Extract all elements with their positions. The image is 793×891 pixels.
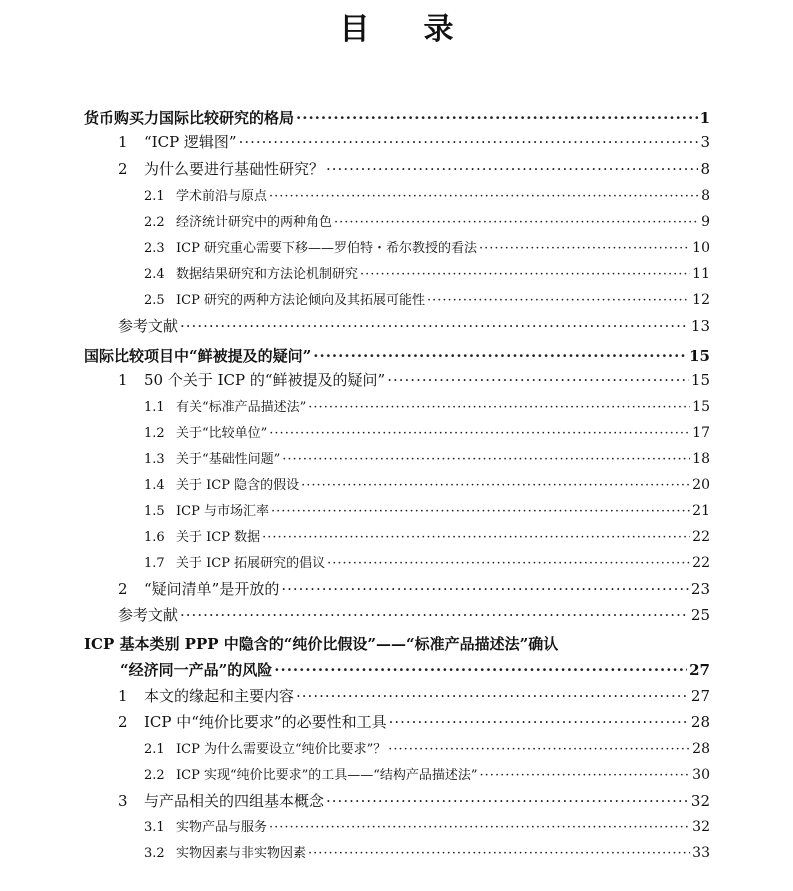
toc-entry-title: [118, 578, 279, 599]
toc-entry-number: 1: [118, 687, 128, 705]
toc-section-title-line: ICP 基本类别 PPP 中隐含的“纯价比假设”——“标准产品描述法”确认: [84, 635, 559, 653]
dot-leader: [296, 109, 698, 127]
toc-page-number: 8: [700, 160, 710, 178]
dot-leader: [360, 267, 690, 282]
toc-subsection[interactable]: [144, 816, 710, 835]
toc-entry-title: [144, 474, 299, 493]
toc-subsection[interactable]: [144, 500, 710, 519]
dot-leader: [327, 556, 690, 571]
dot-leader: [296, 687, 689, 705]
toc-subsection[interactable]: [144, 764, 710, 783]
toc-entry-number: 1.1: [144, 400, 165, 415]
toc-section[interactable]: [118, 158, 710, 179]
dot-leader: [281, 580, 689, 598]
title-char-1: 目: [339, 12, 370, 47]
toc-entry-number: 2.5: [144, 293, 165, 308]
toc-entry-title: [118, 685, 294, 706]
toc-section[interactable]: [118, 369, 710, 390]
toc-page-number: 3: [700, 133, 710, 151]
toc-section[interactable]: [118, 790, 710, 811]
toc-subsection[interactable]: [144, 842, 710, 861]
toc-entry-number: 1.6: [144, 530, 165, 545]
toc-page-number: 8: [701, 188, 710, 204]
toc-entry-title: [144, 738, 386, 757]
toc-page-number: 15: [692, 399, 710, 415]
toc-entry-text: 有关“标准产品描述法”: [176, 400, 307, 415]
toc-entry-number: 2: [118, 580, 128, 598]
toc-entry-title: [144, 396, 306, 415]
toc-entry-title: [118, 131, 237, 152]
toc-entry-title: [144, 211, 332, 230]
dot-leader: [308, 846, 690, 861]
toc-entry-text: 数据结果研究和方法论机制研究: [176, 267, 359, 282]
toc-entry-text: 实物因素与非实物因素: [176, 846, 307, 861]
toc-entry-title: [144, 816, 267, 835]
toc-entry-number: 1.2: [144, 426, 165, 441]
toc-entry-title: [118, 790, 324, 811]
toc-entry-text: ICP 研究重心需要下移——罗伯特・希尔教授的看法: [176, 241, 477, 256]
dot-leader: [313, 347, 687, 365]
toc-entry-number: 3: [118, 792, 128, 810]
toc-page-number: 12: [692, 292, 710, 308]
toc-entry-text: 关于 ICP 拓展研究的倡议: [176, 556, 326, 571]
toc-page-number: 9: [701, 214, 710, 230]
toc-entry-number: 2.2: [144, 768, 165, 783]
toc-entry-number: 1: [118, 133, 128, 151]
toc-entry-title: [120, 659, 272, 680]
toc-page-number: 28: [692, 741, 710, 757]
toc-entry-text: 参考文献: [118, 606, 179, 624]
toc-entry-number: 2: [118, 713, 128, 731]
toc-entry-number: 3.2: [144, 846, 165, 861]
toc-chapter[interactable]: [84, 345, 710, 366]
toc-entry-title: [144, 842, 306, 861]
toc-subsection[interactable]: [144, 552, 710, 571]
toc-entry-text: ICP 为什么需要设立“纯价比要求”？: [176, 742, 387, 757]
toc-entry-title: [118, 604, 178, 625]
dot-leader: [387, 371, 689, 389]
toc-entry-title: [84, 107, 294, 128]
dot-leader: [269, 426, 690, 441]
title-char-2: 录: [423, 12, 454, 47]
toc-entry-text: 学术前沿与原点: [176, 189, 268, 204]
dot-leader: [274, 661, 687, 679]
dot-leader: [427, 293, 690, 308]
toc-entry-title: [144, 289, 425, 308]
toc-entry-text: 货币购买力国际比较研究的格局: [84, 109, 295, 127]
toc-subsection[interactable]: [144, 396, 710, 415]
toc-entry-number: 2.1: [144, 742, 165, 757]
toc-entry-title: [144, 526, 260, 545]
toc-entry-text: 经济统计研究中的两种角色: [176, 215, 333, 230]
dot-leader: [180, 317, 689, 335]
dot-leader: [308, 400, 690, 415]
toc-entry-text: “ICP 逻辑图”: [144, 133, 237, 151]
toc-page-number: 27: [689, 661, 710, 679]
dot-leader: [271, 504, 690, 519]
toc-entry-title: [118, 369, 385, 390]
toc-entry-number: 2.3: [144, 241, 165, 256]
toc-chapter[interactable]: [120, 659, 710, 680]
toc-entry-number: 1.5: [144, 504, 165, 519]
toc-entry-text: ICP 与市场汇率: [176, 504, 269, 519]
toc-entry-text: 国际比较项目中“鲜被提及的疑问”: [84, 347, 312, 365]
toc-entry-text: 关于 ICP 隐含的假设: [176, 478, 300, 493]
toc-subsection[interactable]: [144, 448, 710, 467]
toc-page-number: 15: [690, 371, 710, 389]
dot-leader: [479, 241, 690, 256]
toc-entry-text: ICP 研究的两种方法论倾向及其拓展可能性: [176, 293, 425, 308]
dot-leader: [301, 478, 690, 493]
dot-leader: [269, 189, 699, 204]
toc-section[interactable]: [118, 315, 710, 336]
toc-entry-text: 本文的缘起和主要内容: [144, 687, 295, 705]
toc-entry-number: 1.7: [144, 556, 165, 571]
toc-entry-title: [118, 158, 324, 179]
toc-entry-text: ICP 中“纯价比要求”的必要性和工具: [144, 713, 387, 731]
toc-section[interactable]: [118, 711, 710, 732]
toc-page-number: 30: [692, 767, 710, 783]
toc-subsection[interactable]: [144, 263, 710, 282]
toc-entry-text: 为什么要进行基础性研究？: [144, 160, 325, 178]
dot-leader: [389, 713, 689, 731]
dot-leader: [282, 452, 690, 467]
toc-page-number: 33: [692, 845, 710, 861]
toc-section[interactable]: [118, 578, 710, 599]
dot-leader: [269, 820, 690, 835]
toc-entry-text: 关于“基础性问题”: [176, 452, 281, 467]
toc-entry-number: 1.3: [144, 452, 165, 467]
toc-entry-title: [144, 237, 477, 256]
dot-leader: [326, 792, 689, 810]
toc-section[interactable]: [118, 131, 710, 152]
toc-chapter[interactable]: [84, 107, 710, 128]
toc-entry-text: “疑问清单”是开放的: [144, 580, 280, 598]
toc-entry-text: 关于“比较单位”: [176, 426, 268, 441]
toc-entry-title: [144, 552, 325, 571]
toc-entry-title: [144, 500, 269, 519]
toc-entry-title: [144, 185, 267, 204]
toc-entry-number: 2.1: [144, 189, 165, 204]
toc-page-number: 28: [690, 713, 710, 731]
dot-leader: [326, 160, 698, 178]
toc-entry-text: 与产品相关的四组基本概念: [144, 792, 325, 810]
toc-page-number: 13: [690, 317, 710, 335]
toc-entry-text: 参考文献: [118, 317, 179, 335]
toc-page-number: 10: [692, 240, 710, 256]
toc-subsection[interactable]: [144, 422, 710, 441]
toc-entry-number: 2.4: [144, 267, 165, 282]
toc-entry-number: 3.1: [144, 820, 165, 835]
toc-entry-title: [144, 448, 280, 467]
toc-subsection[interactable]: [144, 211, 710, 230]
toc-page-number: 11: [692, 266, 710, 282]
dot-leader: [334, 215, 699, 230]
dot-leader: [480, 768, 691, 783]
toc-entry-number: 1.4: [144, 478, 165, 493]
toc-page-number: 22: [692, 529, 710, 545]
dot-leader: [388, 742, 690, 757]
toc-page-number: 15: [689, 347, 710, 365]
toc-page-number: 21: [692, 503, 710, 519]
toc-section[interactable]: [118, 685, 710, 706]
toc-entry-number: 2: [118, 160, 128, 178]
toc-entry-title: [118, 315, 178, 336]
toc-subsection[interactable]: [144, 185, 710, 204]
toc-subsection[interactable]: [144, 474, 710, 493]
toc-entry-text: 关于 ICP 数据: [176, 530, 261, 545]
toc-entry-number: 2.2: [144, 215, 165, 230]
toc-entry-title: [144, 764, 478, 783]
toc-subsection[interactable]: [144, 526, 710, 545]
dot-leader: [262, 530, 690, 545]
toc-page-number: 20: [692, 477, 710, 493]
toc-entry-title: [84, 345, 311, 366]
toc-entry-text: 实物产品与服务: [176, 820, 268, 835]
toc-page-number: 17: [692, 425, 710, 441]
toc-entry-title: [144, 263, 358, 282]
toc-page-number: 32: [690, 792, 710, 810]
toc-entry-text: ICP 实现“纯价比要求”的工具——“结构产品描述法”: [176, 768, 478, 783]
toc-page-number: 23: [690, 580, 710, 598]
dot-leader: [239, 133, 699, 151]
toc-subsection[interactable]: [144, 738, 710, 757]
toc-subsection[interactable]: [144, 237, 710, 256]
toc-entry-text: “经济同一产品”的风险: [120, 661, 273, 679]
toc-entry-number: 1: [118, 371, 128, 389]
toc-page-number: 1: [699, 109, 710, 127]
toc-entry-text: 50 个关于 ICP 的“鲜被提及的疑问”: [144, 371, 386, 389]
toc-page-number: 18: [692, 451, 710, 467]
toc-page-number: 25: [690, 606, 710, 624]
toc-entry-title: [118, 711, 387, 732]
toc-page-number: 32: [692, 819, 710, 835]
toc-section[interactable]: [118, 604, 710, 625]
dot-leader: [180, 606, 689, 624]
toc-entry-title: [144, 422, 267, 441]
toc-subsection[interactable]: [144, 289, 710, 308]
toc-page-number: 27: [690, 687, 710, 705]
toc-page-number: 22: [692, 555, 710, 571]
